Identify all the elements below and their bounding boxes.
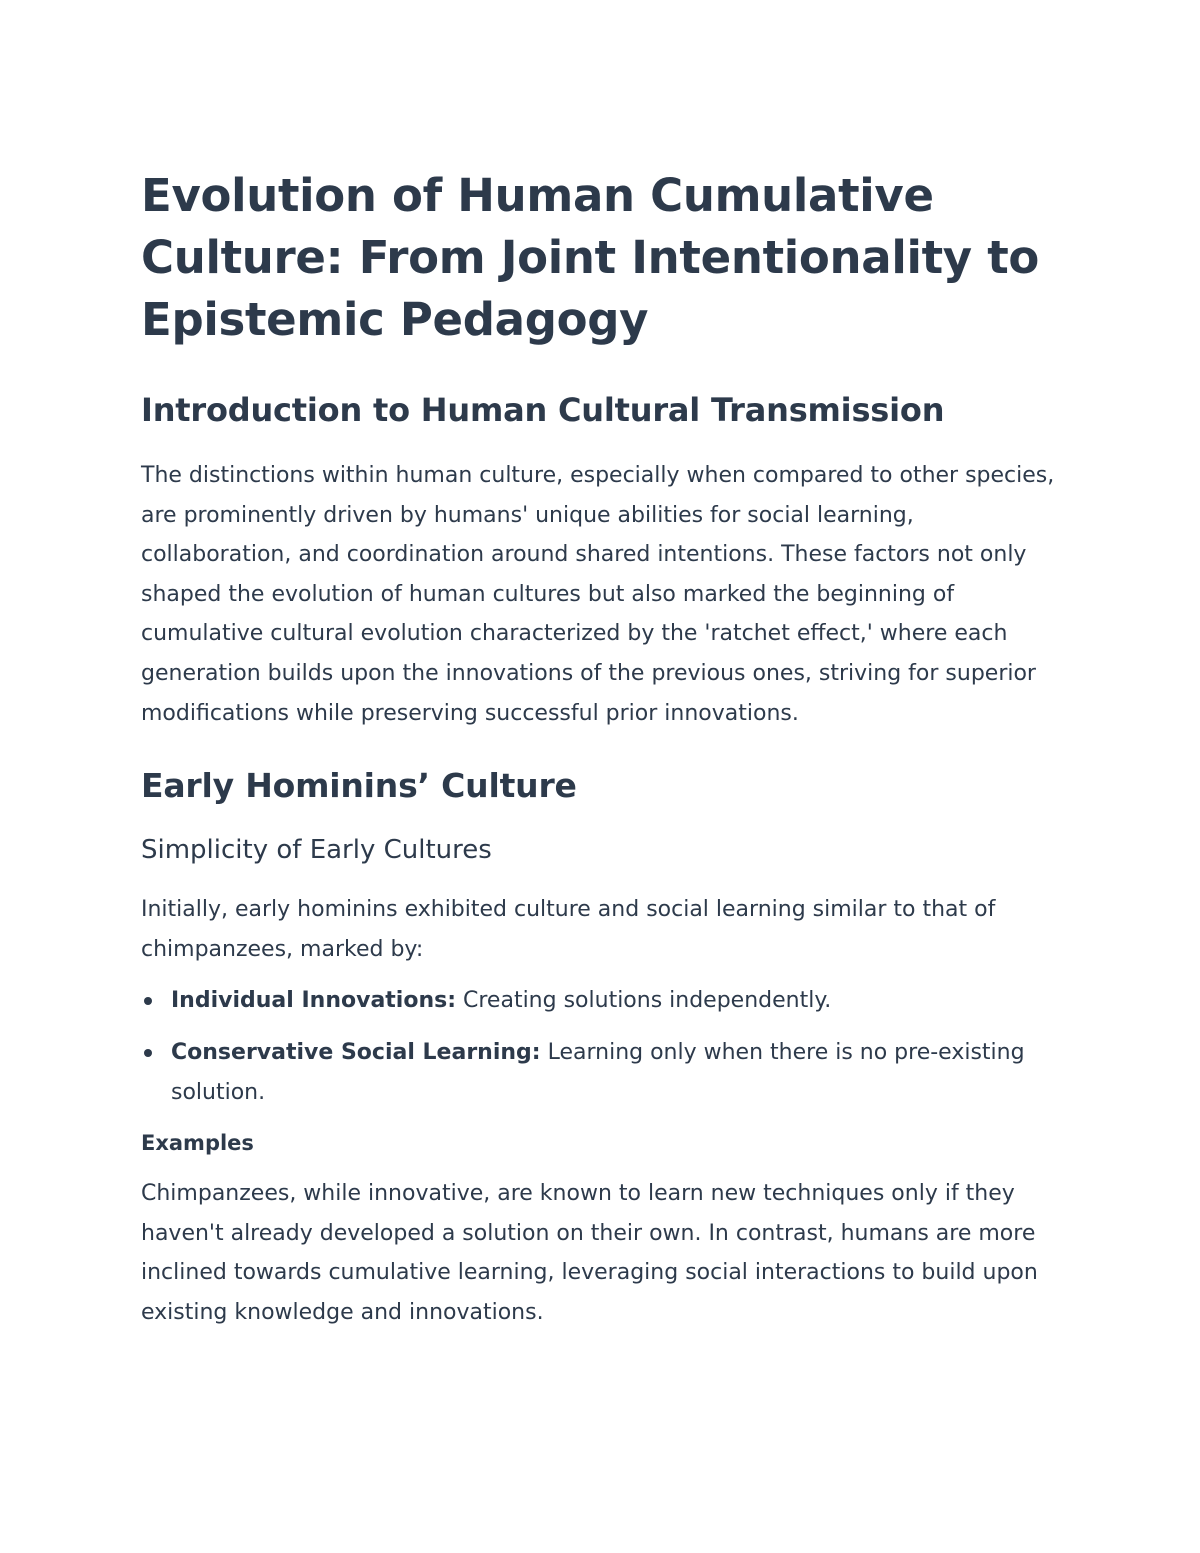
- list-item-text: Learning only when there is no pre-existing solution.: [171, 1039, 1025, 1105]
- section-heading-early-hominins: Early Hominins’ Culture: [141, 766, 577, 806]
- introduction-paragraph: The distinctions within human culture, especially when compared to other species, are prominently driven by humans' unique abilities for social learning, collaboration, and coordination around shared intentions. These factors not only shaped the evolution of human cultures but also marked the beginning of cumulative cultural evolution characterized by the 'ratchet effect,' where each generation builds upon the innovations of the previous ones, striving for superior modifications while preserving successful prior innovations.: [141, 463, 1055, 726]
- list-item: [141, 1033, 1061, 1112]
- document-title: Evolution of Human Cumulative Culture: From Joint Intentionality to Epistemic Pedagogy: [141, 169, 1040, 346]
- section-heading-introduction: Introduction to Human Cultural Transmission: [141, 391, 945, 429]
- document-page: [141, 165, 1061, 1333]
- list-item: [141, 981, 1061, 1021]
- list-item-text: Creating solutions independently.: [456, 988, 832, 1014]
- bullet-icon: [144, 1049, 152, 1057]
- list-item-term: Conservative Social Learning:: [171, 1039, 541, 1065]
- list-item-term: Individual Innovations:: [171, 988, 457, 1014]
- traits-list: [141, 981, 1061, 1112]
- examples-heading: Examples: [141, 1131, 254, 1156]
- bullet-icon: [144, 997, 152, 1005]
- subheading-simplicity: Simplicity of Early Cultures: [141, 835, 492, 866]
- simplicity-paragraph: Initially, early hominins exhibited culture and social learning similar to that of chimpanzees, marked by:: [141, 897, 996, 962]
- examples-paragraph: Chimpanzees, while innovative, are known to learn new techniques only if they haven't already developed a solution on their own. In contrast, humans are more inclined towards cumulative learning, leveraging social interactions to build upon existing knowledge and innovations.: [141, 1181, 1038, 1325]
